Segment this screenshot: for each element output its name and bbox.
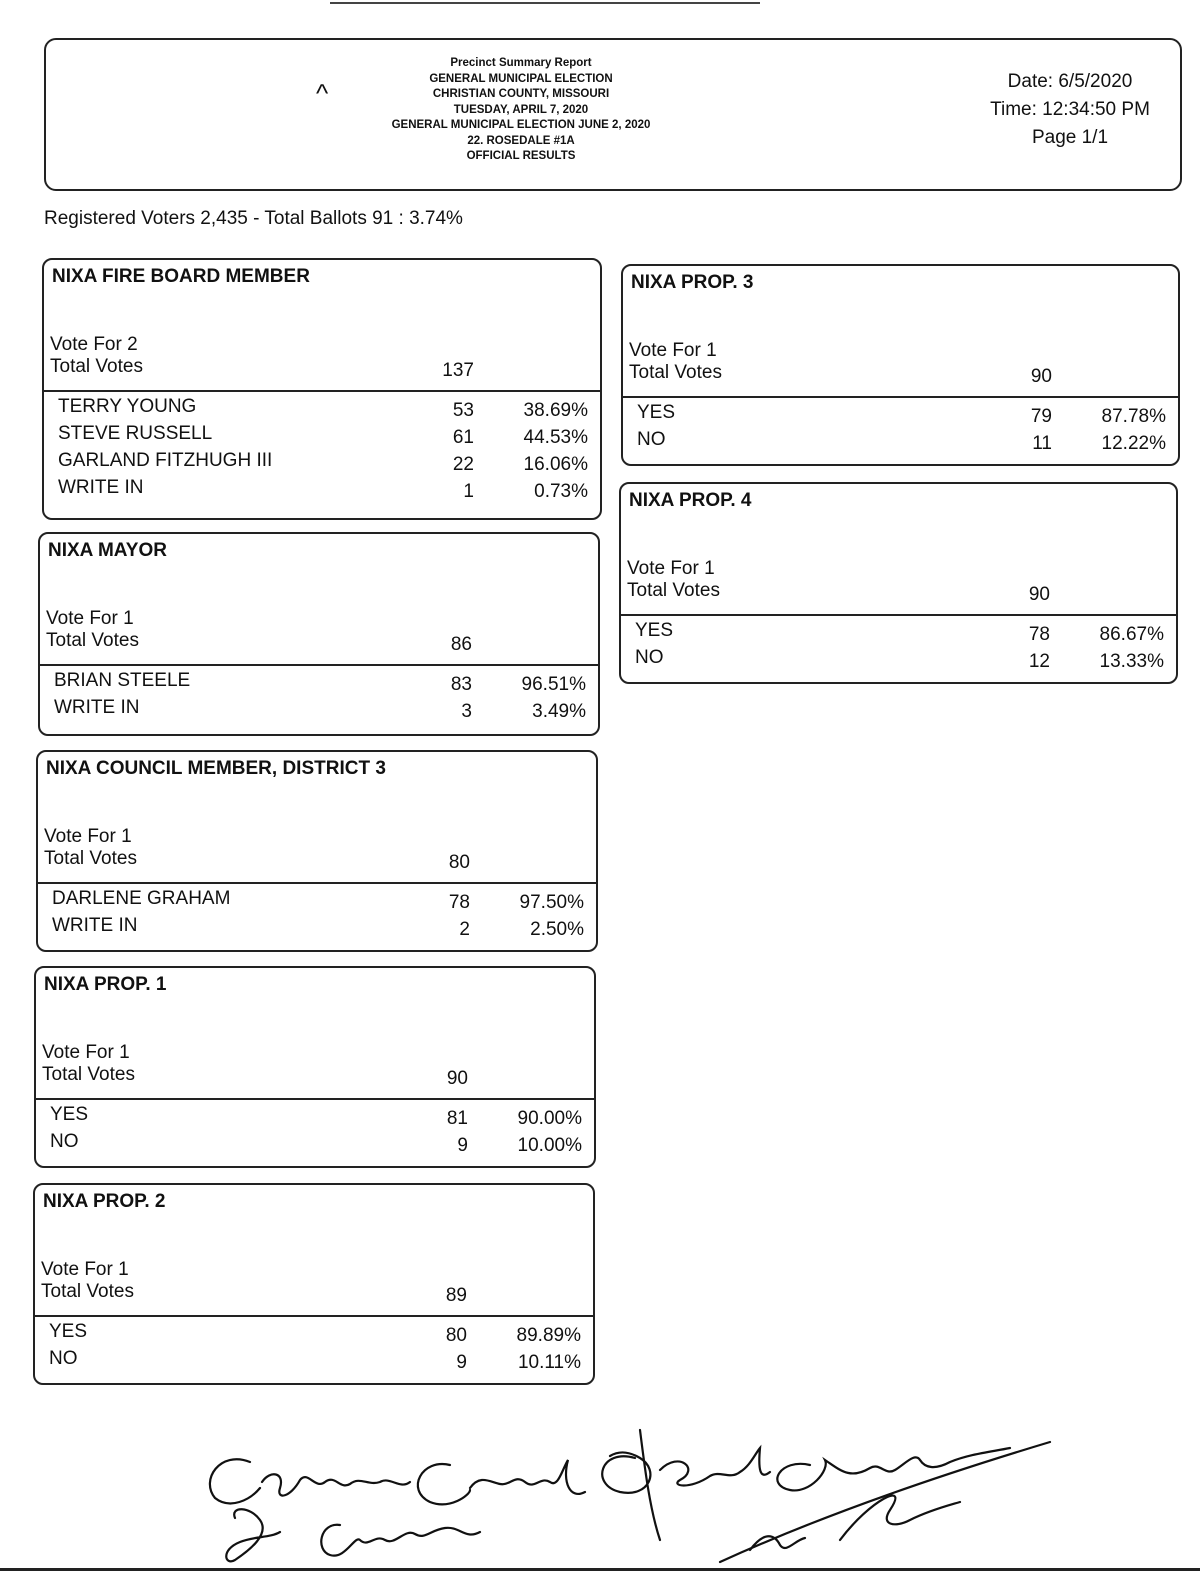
total-votes-label: Total Votes	[41, 1281, 134, 1302]
choice-percent: 38.69%	[523, 400, 588, 421]
choice-percent: 10.11%	[517, 1352, 581, 1373]
choice-name: BRIAN STEELE	[54, 670, 191, 691]
divider	[36, 1098, 594, 1100]
result-row	[35, 1348, 593, 1375]
choice-name: NO	[637, 429, 666, 450]
results-status: OFFICIAL RESULTS	[466, 150, 576, 162]
vote-for-label: Vote For 2	[50, 334, 138, 355]
choice-votes: 83	[450, 674, 472, 695]
choice-percent: 3.49%	[532, 701, 586, 722]
choice-votes: 81	[446, 1108, 468, 1129]
choice-name: YES	[635, 620, 674, 641]
choice-votes: 11	[1032, 433, 1052, 454]
choice-percent: 90.00%	[517, 1108, 582, 1129]
choice-percent: 2.50%	[530, 919, 584, 940]
race-title: NIXA PROP. 3	[631, 272, 754, 293]
total-votes-value: 90	[1030, 366, 1052, 387]
choice-name: NO	[635, 647, 664, 668]
choice-name: WRITE IN	[58, 477, 144, 498]
choice-name: NO	[49, 1348, 78, 1369]
result-row	[44, 423, 600, 450]
race-box	[36, 750, 598, 952]
choice-votes: 61	[452, 427, 474, 448]
vote-for-label: Vote For 1	[44, 826, 132, 847]
choice-percent: 97.50%	[519, 892, 584, 913]
vote-for-label: Vote For 1	[41, 1259, 129, 1280]
result-row	[621, 647, 1176, 674]
choice-votes: 79	[1030, 406, 1052, 427]
choice-name: YES	[637, 402, 676, 423]
report-date: Date: 6/5/2020	[1007, 71, 1133, 92]
choice-percent: 96.51%	[521, 674, 586, 695]
choice-name: STEVE RUSSELL	[58, 423, 213, 444]
choice-votes: 80	[445, 1325, 467, 1346]
report-title-block	[346, 56, 696, 165]
race-box	[33, 1183, 595, 1385]
result-row	[38, 915, 596, 942]
signatures	[190, 1410, 1070, 1570]
choice-name: YES	[49, 1321, 88, 1342]
registered-voters-summary: Registered Voters 2,435 - Total Ballots 91 : 3.74%	[44, 208, 463, 229]
bottom-edge-line	[0, 1568, 1200, 1571]
choice-votes: 22	[452, 454, 474, 475]
divider	[40, 664, 598, 666]
choice-votes: 9	[457, 1135, 468, 1156]
choice-percent: 89.89%	[516, 1325, 581, 1346]
result-row	[36, 1131, 594, 1158]
result-row	[623, 429, 1178, 456]
result-row	[40, 670, 598, 697]
report-time: Time: 12:34:50 PM	[990, 99, 1150, 120]
total-votes-value: 137	[442, 360, 474, 381]
result-row	[36, 1104, 594, 1131]
vote-for-label: Vote For 1	[627, 558, 715, 579]
choice-name: GARLAND FITZHUGH III	[58, 450, 273, 471]
divider	[623, 396, 1178, 398]
result-row	[44, 396, 600, 423]
precinct-name: 22. ROSEDALE #1A	[467, 134, 575, 147]
result-row	[44, 450, 600, 477]
choice-name: YES	[50, 1104, 89, 1125]
top-edge-line	[330, 2, 760, 4]
divider	[44, 390, 600, 392]
report-header	[44, 38, 1182, 191]
race-box	[42, 258, 602, 520]
choice-name: WRITE IN	[52, 915, 138, 936]
election-subtitle: GENERAL MUNICIPAL ELECTION JUNE 2, 2020	[391, 119, 651, 131]
race-box	[34, 966, 596, 1168]
result-row	[44, 477, 600, 504]
total-votes-value: 89	[445, 1285, 467, 1306]
result-row	[623, 402, 1178, 429]
choice-percent: 0.73%	[534, 481, 588, 502]
vote-for-label: Vote For 1	[42, 1042, 130, 1063]
choice-name: TERRY YOUNG	[58, 396, 197, 417]
total-votes-value: 90	[446, 1068, 468, 1089]
result-row	[40, 697, 598, 724]
race-title: NIXA COUNCIL MEMBER, DISTRICT 3	[46, 758, 386, 779]
race-box	[38, 532, 600, 736]
divider	[35, 1315, 593, 1317]
choice-votes: 78	[1028, 624, 1050, 645]
total-votes-value: 86	[450, 634, 472, 655]
choice-name: DARLENE GRAHAM	[52, 888, 231, 909]
vote-for-label: Vote For 1	[46, 608, 134, 629]
county-name: CHRISTIAN COUNTY, MISSOURI	[432, 88, 610, 100]
choice-votes: 1	[463, 481, 474, 502]
race-title: NIXA PROP. 2	[43, 1191, 166, 1212]
total-votes-value: 90	[1028, 584, 1050, 605]
report-page: Page 1/1	[1031, 127, 1109, 148]
total-votes-label: Total Votes	[629, 362, 722, 383]
choice-percent: 10.00%	[517, 1135, 582, 1156]
total-votes-label: Total Votes	[627, 580, 720, 601]
result-row	[35, 1321, 593, 1348]
race-title: NIXA PROP. 4	[629, 490, 752, 511]
report-meta	[970, 68, 1170, 152]
result-row	[621, 620, 1176, 647]
total-votes-label: Total Votes	[50, 356, 143, 377]
race-title: NIXA MAYOR	[48, 540, 167, 561]
race-title: NIXA PROP. 1	[44, 974, 167, 995]
report-title: Precinct Summary Report	[450, 57, 592, 69]
total-votes-label: Total Votes	[44, 848, 137, 869]
choice-votes: 78	[448, 892, 470, 913]
total-votes-value: 80	[448, 852, 470, 873]
caret-mark: ^	[316, 78, 329, 108]
choice-percent: 16.06%	[523, 454, 588, 475]
choice-name: WRITE IN	[54, 697, 140, 718]
choice-percent: 87.78%	[1101, 406, 1166, 427]
choice-votes: 53	[452, 400, 474, 421]
election-name: GENERAL MUNICIPAL ELECTION	[429, 72, 613, 85]
race-box	[621, 264, 1180, 466]
total-votes-label: Total Votes	[46, 630, 139, 651]
total-votes-label: Total Votes	[42, 1064, 135, 1085]
race-box	[619, 482, 1178, 684]
election-date: TUESDAY, APRIL 7, 2020	[453, 103, 589, 116]
choice-percent: 86.67%	[1099, 624, 1164, 645]
divider	[38, 882, 596, 884]
choice-votes: 3	[461, 701, 472, 722]
choice-percent: 44.53%	[523, 427, 588, 448]
result-row	[38, 888, 596, 915]
choice-percent: 13.33%	[1099, 651, 1164, 672]
choice-votes: 12	[1028, 651, 1050, 672]
race-title: NIXA FIRE BOARD MEMBER	[52, 266, 310, 287]
choice-name: NO	[50, 1131, 79, 1152]
choice-percent: 12.22%	[1101, 433, 1166, 454]
divider	[621, 614, 1176, 616]
choice-votes: 9	[456, 1352, 467, 1373]
choice-votes: 2	[459, 919, 470, 940]
vote-for-label: Vote For 1	[629, 340, 717, 361]
